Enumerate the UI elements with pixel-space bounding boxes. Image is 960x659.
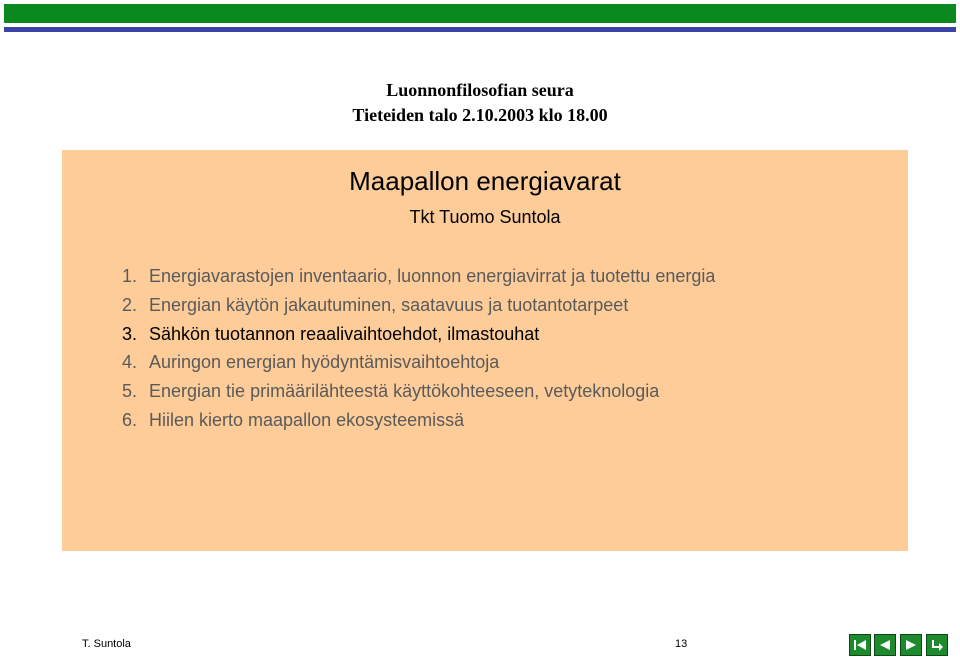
- slide-subtitle: Tkt Tuomo Suntola: [409, 207, 561, 227]
- previous-page-button[interactable]: [874, 634, 896, 656]
- top-blue-bar: [4, 27, 956, 32]
- agenda-list: [122, 262, 715, 435]
- page-number: 13: [675, 638, 688, 650]
- agenda-item: 2. Energian käytön jakautuminen, saatavuus ja tuotantotarpeet: [122, 294, 629, 315]
- header-line-1: Luonnonfilosofian seura: [386, 80, 574, 100]
- agenda-item-current: 3. Sähkön tuotannon reaalivaihtoehdot, ilmastouhat: [122, 323, 540, 344]
- first-page-icon: [852, 637, 868, 653]
- return-icon: [929, 637, 945, 653]
- previous-page-icon: [877, 637, 893, 653]
- slide-title: Maapallon energiavarat: [349, 166, 621, 196]
- next-page-button[interactable]: [900, 634, 922, 656]
- first-page-button[interactable]: [849, 634, 871, 656]
- agenda-item: 4. Auringon energian hyödyntämisvaihtoehtoja: [122, 352, 500, 373]
- agenda-item: 5. Energian tie primäärilähteestä käyttökohteeseen, vetyteknologia: [122, 381, 660, 402]
- return-button[interactable]: [926, 634, 948, 656]
- agenda-item: 1. Energiavarastojen inventaario, luonnon energiavirrat ja tuotettu energia: [122, 266, 716, 286]
- header-block: [0, 78, 960, 128]
- footer-author: T. Suntola: [82, 638, 131, 650]
- next-page-icon: [903, 637, 919, 653]
- top-green-bar: [4, 4, 956, 23]
- agenda-item: 6. Hiilen kierto maapallon ekosysteemissä: [122, 409, 465, 430]
- header-line-2: Tieteiden talo 2.10.2003 klo 18.00: [352, 105, 608, 125]
- content-panel: [62, 150, 908, 551]
